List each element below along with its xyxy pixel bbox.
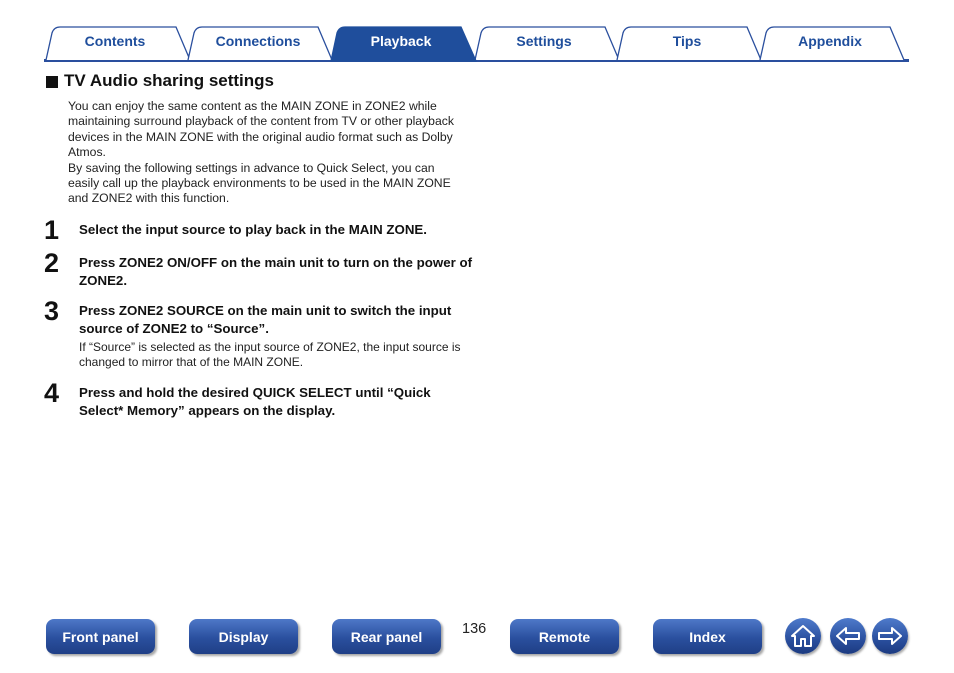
rear-panel-button[interactable]: Rear panel bbox=[332, 619, 441, 654]
step-number: 3 bbox=[44, 296, 60, 326]
tab-playback[interactable]: Playback bbox=[370, 33, 432, 49]
step-number: 1 bbox=[44, 215, 60, 245]
tab-contents[interactable]: Contents bbox=[84, 33, 146, 49]
step-note: If “Source” is selected as the input source of ZONE2, the input source is changed to mirror that of the MAIN ZONE. bbox=[79, 340, 461, 370]
tab-outlines bbox=[0, 0, 954, 64]
tab-tips[interactable]: Tips bbox=[672, 33, 702, 49]
next-page-button[interactable] bbox=[872, 618, 908, 654]
remote-button[interactable]: Remote bbox=[510, 619, 619, 654]
heading-square-icon bbox=[46, 76, 58, 88]
intro-text bbox=[68, 99, 468, 207]
step-instruction: Press ZONE2 ON/OFF on the main unit to turn on the power of ZONE2. bbox=[79, 255, 473, 288]
display-button[interactable]: Display bbox=[189, 619, 298, 654]
index-button[interactable]: Index bbox=[653, 619, 762, 654]
top-tab-bar bbox=[0, 0, 954, 64]
tab-appendix[interactable]: Appendix bbox=[798, 33, 862, 49]
page-number: 136 bbox=[462, 621, 487, 637]
step-instruction: Press and hold the desired QUICK SELECT until “Quick Select* Memory” appears on the display. bbox=[79, 385, 431, 418]
home-button[interactable] bbox=[785, 618, 821, 654]
section-heading bbox=[46, 71, 274, 91]
previous-page-button[interactable] bbox=[830, 618, 866, 654]
arrow-right-icon bbox=[876, 625, 904, 647]
intro-paragraph-2: By saving the following settings in advance to Quick Select, you can easily call up the playback environments to be used in the MAIN ZONE and ZONE2 with this function. bbox=[68, 160, 451, 206]
front-panel-button[interactable]: Front panel bbox=[46, 619, 155, 654]
arrow-left-icon bbox=[834, 625, 862, 647]
tab-connections[interactable]: Connections bbox=[215, 33, 301, 49]
step-instruction: Select the input source to play back in the MAIN ZONE. bbox=[79, 222, 427, 237]
home-icon bbox=[790, 624, 816, 648]
step-instruction: Press ZONE2 SOURCE on the main unit to switch the input source of ZONE2 to “Source”. bbox=[79, 303, 452, 336]
step-number: 2 bbox=[44, 248, 60, 278]
tab-settings[interactable]: Settings bbox=[516, 33, 572, 49]
section-title: TV Audio sharing settings bbox=[64, 71, 274, 90]
step-number: 4 bbox=[44, 378, 60, 408]
intro-paragraph-1: You can enjoy the same content as the MAIN ZONE in ZONE2 while maintaining surround playback of the content from TV or other playback devices in the MAIN ZONE with the original audio format such as Dolby Atmos. bbox=[68, 99, 454, 160]
